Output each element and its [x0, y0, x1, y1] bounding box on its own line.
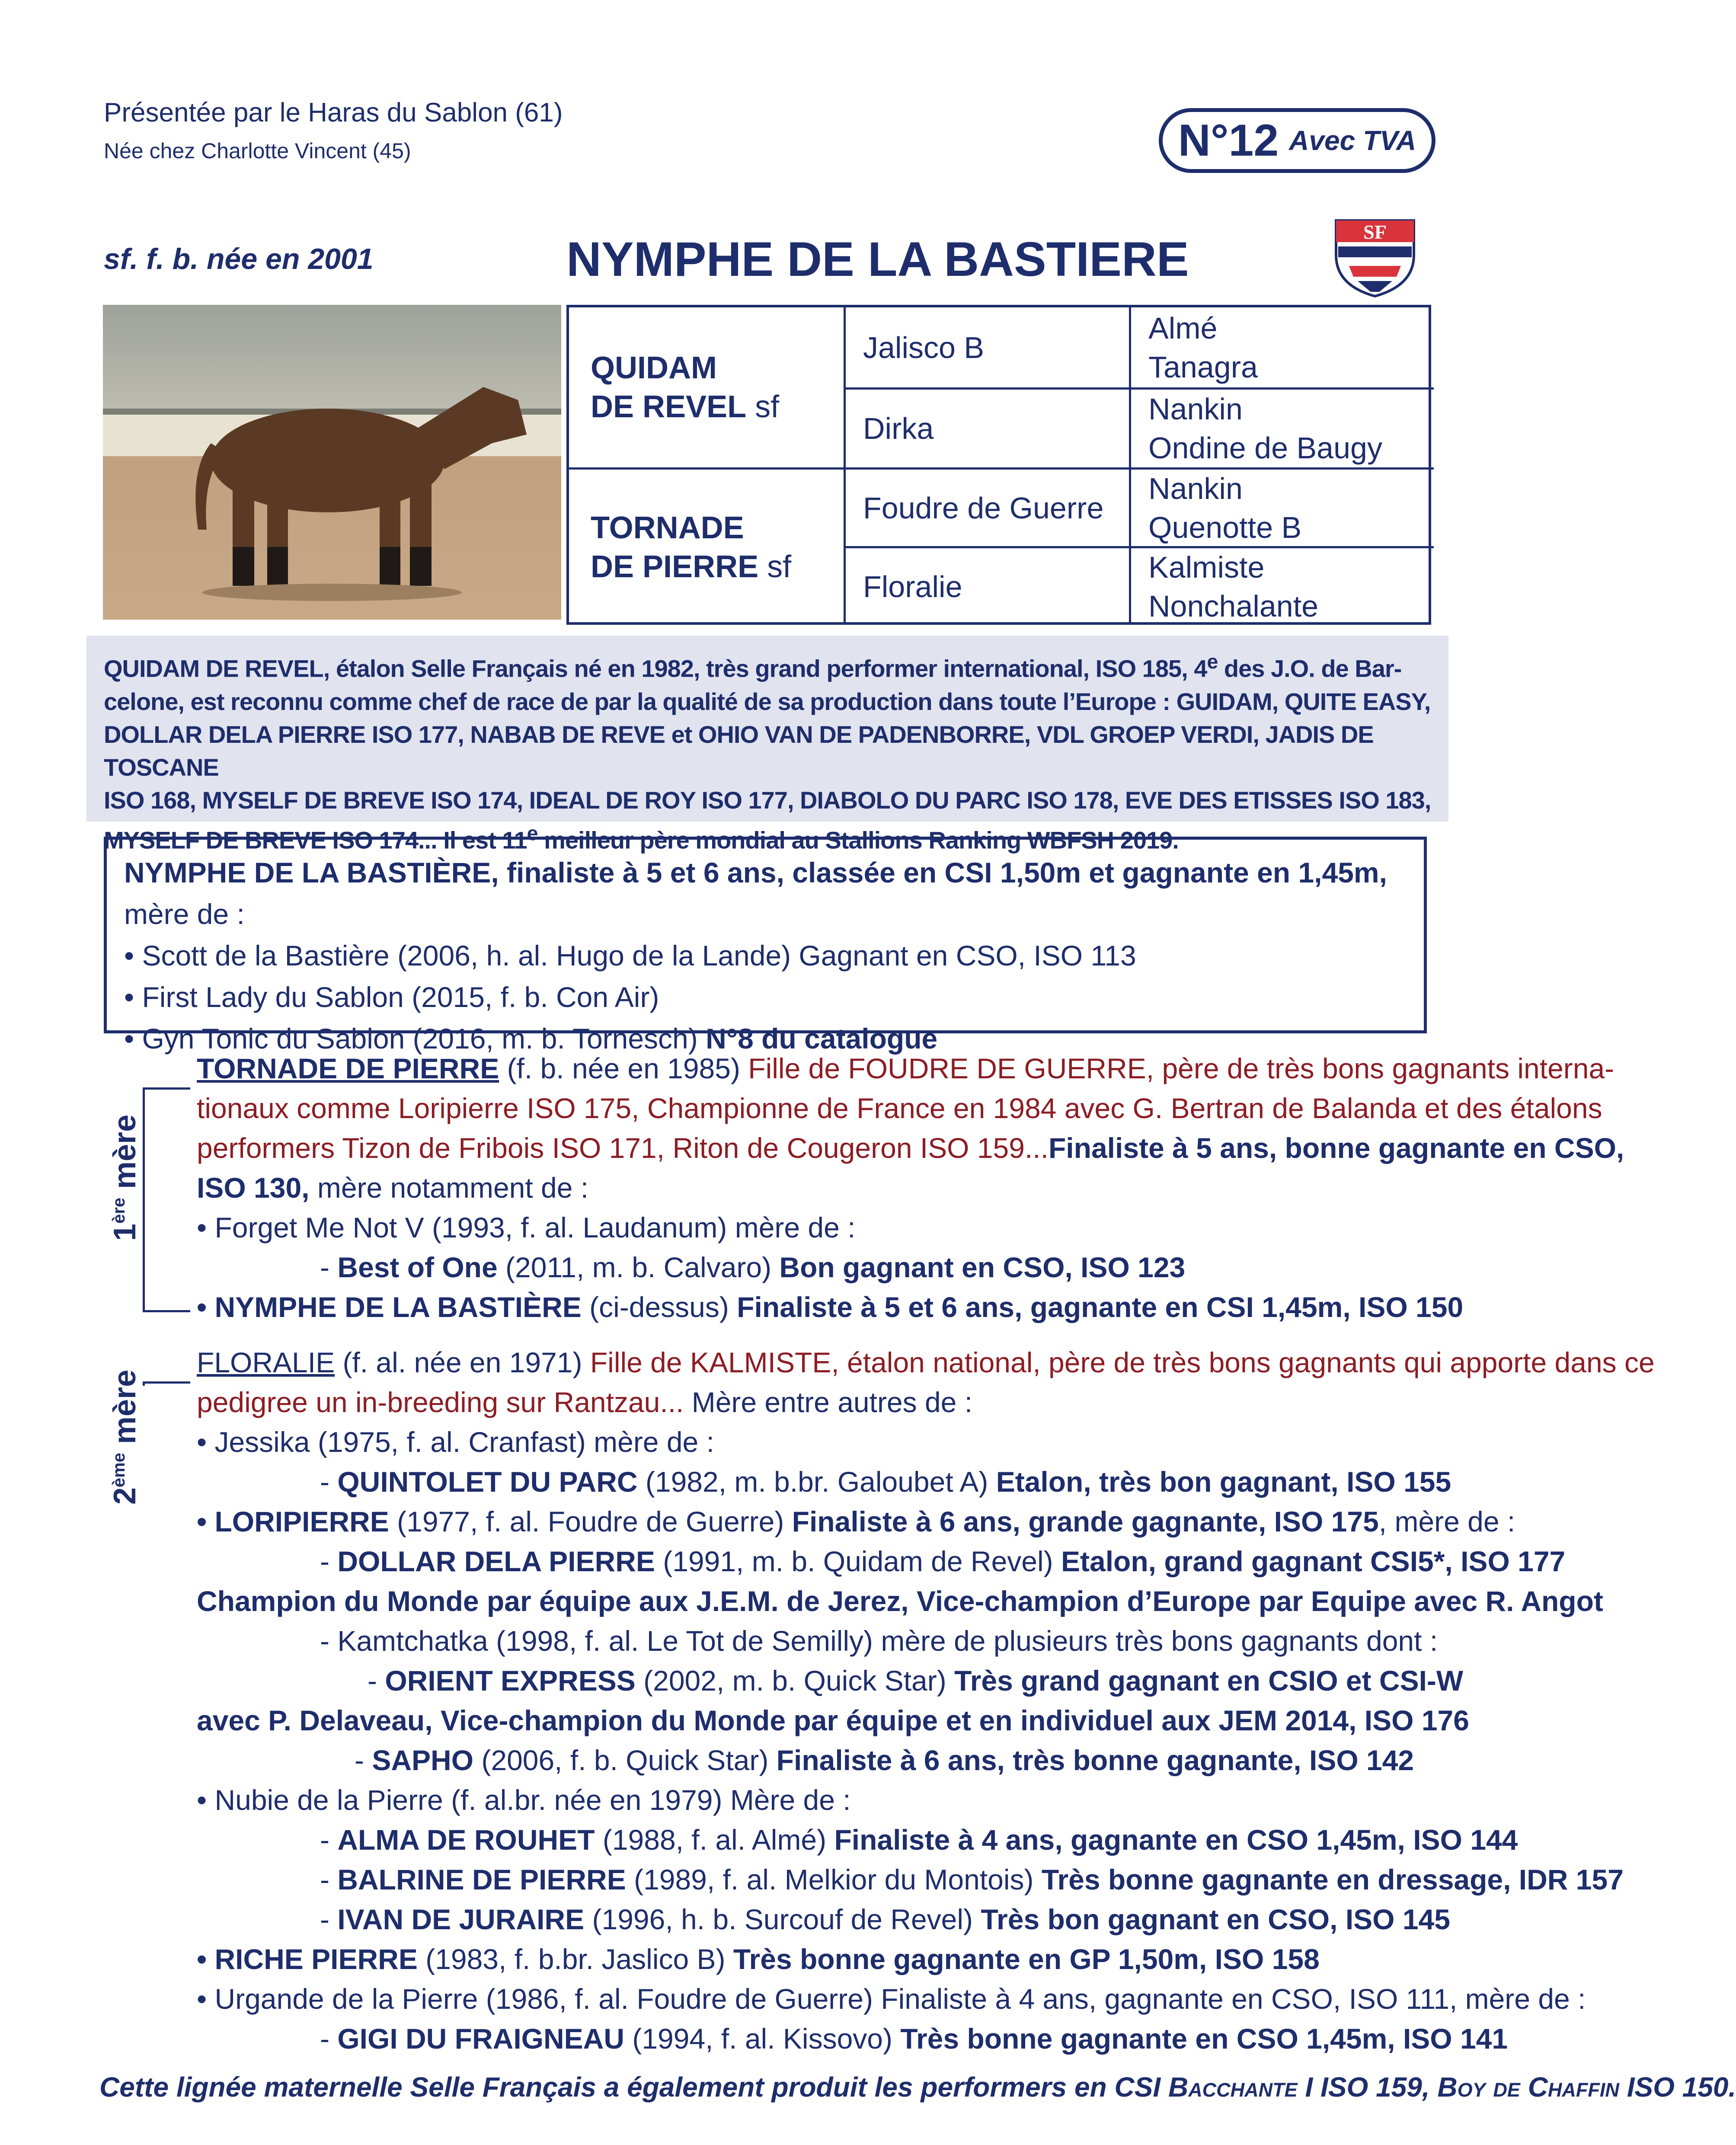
- second-dam-info: (f. al. née en 1971): [335, 1346, 582, 1378]
- offspring-name: SAPHO: [372, 1744, 474, 1776]
- second-dam-offspring: • RICHE PIERRE (1983, f. b.br. Jaslico B) Très bonne gagnante en GP 1,50m, ISO 158: [197, 1943, 1320, 1975]
- sire-description-box: [86, 636, 1448, 854]
- second-dam-great-grandoffspring: - SAPHO (2006, f. b. Quick Star) Finaliste à 6 ans, très bonne gagnante, ISO 142: [355, 1744, 1414, 1776]
- pedigree-dam: [569, 467, 844, 625]
- horse-description: sf. f. b. née en 2001: [104, 243, 374, 275]
- offspring-perf: Etalon, grand gagnant CSI5*, ISO 177: [1053, 1545, 1566, 1577]
- pedigree-ggp: Ondine de Baugy: [1148, 431, 1382, 465]
- pedigree-ggp: Tanagra: [1148, 350, 1258, 384]
- sire-text-segment: des J.O. de Bar-: [1218, 655, 1402, 682]
- sire-name-line2: DE REVEL: [591, 390, 747, 424]
- footer-iso: ISO 159,: [1313, 2071, 1438, 2103]
- first-dam-bracket: [143, 1087, 190, 1312]
- pedigree-ggp: Quenotte B: [1148, 510, 1302, 544]
- pedigree-ggp: Nankin: [1148, 392, 1243, 426]
- second-dam-grandoffspring: - BALRINE DE PIERRE (1989, f. al. Melkior du Montois) Très bonne gagnante en dressage, IDR 157: [320, 1864, 1624, 1896]
- footer-performer: Boy de Chaffin: [1437, 2071, 1619, 2103]
- offspring-name: DOLLAR DELA PIERRE: [337, 1545, 655, 1577]
- first-dam-line: tionaux comme Loripierre ISO 175, Championne de France en 1984 avec G. Bertran de Balanda et des étalons: [197, 1092, 1602, 1124]
- offspring-info: (2011, m. b. Calvaro): [497, 1251, 772, 1283]
- sire-text-line: [104, 645, 1431, 685]
- offspring-info: (1991, m. b. Quidam de Revel): [655, 1545, 1053, 1577]
- offspring-info: (1977, f. al. Foudre de Guerre): [389, 1506, 784, 1538]
- dam-name-line2: DE PIERRE: [591, 549, 759, 584]
- first-dam-name: TORNADE DE PIERRE: [197, 1052, 499, 1084]
- sire-text-segment: meilleur père mondial au Stallions Ranking WBFSH 2019.: [537, 826, 1179, 854]
- first-dam-perf: Finaliste à 5 ans, bonne gagnante en CSO,: [1048, 1132, 1624, 1164]
- pedigree-sire-sire: Jalisco B: [863, 330, 985, 364]
- second-dam-great-grandoffspring: - ORIENT EXPRESS (2002, m. b. Quick Star) Très grand gagnant en CSIO et CSI-W: [368, 1665, 1464, 1697]
- pedigree-sire: [569, 307, 844, 467]
- label-text: mère: [108, 1369, 142, 1453]
- first-dam-label: [107, 1115, 143, 1241]
- offspring-perf: Très grand gagnant en CSIO et CSI-W: [946, 1665, 1464, 1697]
- offspring-perf: Finaliste à 5 et 6 ans, gagnante en CSI 1,45m, ISO 150: [729, 1291, 1464, 1323]
- offspring-info: (1994, f. al. Kissovo): [624, 2023, 892, 2055]
- offspring-info: (2002, m. b. Quick Star): [635, 1665, 946, 1697]
- second-dam-name: FLORALIE: [197, 1346, 335, 1378]
- offspring-perf: Finaliste à 6 ans, très bonne gagnante, ISO 142: [768, 1744, 1414, 1776]
- second-dam-label: [107, 1370, 143, 1505]
- lot-number: N°12: [1178, 115, 1279, 166]
- offspring-mother-of: , mère de :: [1378, 1506, 1515, 1538]
- lot-tax: Avec TVA: [1289, 125, 1416, 156]
- sire-name-line1: QUIDAM: [591, 351, 717, 385]
- footer-text: Cette lignée maternelle Selle Français a également produit les performers en CSI: [99, 2071, 1168, 2103]
- sire-text-line: celone, est reconnu comme chef de race de par la qualité de sa production dans toute l’Europe : GUIDAM, QUITE EASY,: [104, 687, 1431, 715]
- born-at: Née chez Charlotte Vincent (45): [104, 139, 411, 163]
- offspring-info: (2006, f. b. Quick Star): [473, 1744, 769, 1776]
- second-dam-line: [197, 1343, 1655, 1382]
- first-dam-line: [197, 1128, 1624, 1168]
- first-dam-grandoffspring: - Best of One (2011, m. b. Calvaro) Bon gagnant en CSO, ISO 123: [320, 1251, 1186, 1283]
- second-dam-grandoffspring: - IVAN DE JURAIRE (1996, h. b. Surcouf de Revel) Très bon gagnant en CSO, ISO 145: [320, 1903, 1450, 1935]
- pedigree-grandparents-column: [846, 307, 1131, 622]
- lot-badge: [1159, 108, 1435, 173]
- sire-breed-suffix: sf: [746, 390, 780, 424]
- sire-text-sup: e: [527, 822, 538, 844]
- offspring-perf: Finaliste à 6 ans, grande gagnante, ISO 175: [784, 1506, 1379, 1538]
- offspring-name: BALRINE DE PIERRE: [337, 1864, 626, 1896]
- pedigree-ggp: Nonchalante: [1148, 589, 1319, 623]
- offspring-perf: Très bonne gagnante en GP 1,50m, ISO 158: [725, 1943, 1320, 1975]
- pedigree-ggp-7-8: [1131, 546, 1434, 625]
- pedigree-ggp: Nankin: [1148, 471, 1243, 505]
- second-dam-line: [197, 1382, 972, 1422]
- second-dam-offspring: • Nubie de la Pierre (f. al.br. née en 1979) Mère de :: [197, 1784, 851, 1816]
- second-dam-mother-of: Mère entre autres de :: [684, 1386, 973, 1418]
- first-dam-mother-of: mère notamment de :: [309, 1172, 589, 1204]
- label-number: 1: [108, 1223, 142, 1241]
- dam-summary-box: [104, 837, 1427, 1055]
- dam-child-catalogue: N°8 du catalogue: [697, 1023, 938, 1055]
- dam-child-item: • First Lady du Sablon (2015, f. b. Con Air): [124, 976, 1407, 1018]
- first-dam-sire-info: Fille de FOUDRE DE GUERRE, père de très bons gagnants interna-: [740, 1052, 1615, 1084]
- footer-iso: ISO 150.: [1619, 2071, 1736, 2103]
- dam-summary-mother-of: mère de :: [124, 898, 245, 930]
- offspring-perf: Etalon, très bon gagnant, ISO 155: [988, 1466, 1451, 1498]
- sire-text-line: DOLLAR DELA PIERRE ISO 177, NABAB DE REVE et OHIO VAN DE PADENBORRE, VDL GROEP VERDI, JADIS DE TOSCANE: [104, 720, 1374, 781]
- second-dam-perf-line: Champion du Monde par équipe aux J.E.M. de Jerez, Vice-champion d’Europe par Equipe avec R. Angot: [197, 1585, 1603, 1617]
- dam-child-item: • Scott de la Bastière (2006, h. al. Hugo de la Lande) Gagnant en CSO, ISO 113: [124, 935, 1407, 976]
- offspring-perf: Très bonne gagnante en dressage, IDR 157: [1033, 1864, 1624, 1896]
- first-dam-line: [197, 1049, 1614, 1088]
- pedigree-dam-sire: Foudre de Guerre: [846, 467, 1129, 546]
- second-dam-offspring: • LORIPIERRE (1977, f. al. Foudre de Guerre) Finaliste à 6 ans, grande gagnante, ISO 175, mère de :: [197, 1506, 1515, 1538]
- dam-name-line1: TORNADE: [591, 510, 744, 545]
- first-dam-offspring: • NYMPHE DE LA BASTIÈRE (ci-dessus) Finaliste à 5 et 6 ans, gagnante en CSI 1,45m, ISO 150: [197, 1291, 1464, 1323]
- offspring-perf: Finaliste à 4 ans, gagnante en CSO 1,45m, ISO 144: [826, 1824, 1518, 1856]
- horse-name: NYMPHE DE LA BASTIERE: [566, 232, 1189, 286]
- sire-text-segment: QUIDAM DE REVEL, étalon Selle Français né en 1982, très grand performer international, ISO 185, 4: [104, 655, 1207, 682]
- footer-note: [99, 2071, 1736, 2103]
- horse-photo: [103, 305, 561, 620]
- offspring-info: (1989, f. al. Melkior du Montois): [626, 1864, 1034, 1896]
- label-text: mère: [108, 1114, 142, 1198]
- first-dam-offspring: • Forget Me Not V (1993, f. al. Laudanum) mère de :: [197, 1212, 856, 1244]
- offspring-name: QUINTOLET DU PARC: [337, 1466, 638, 1498]
- sire-text-segment: MYSELF DE BREVE ISO 174... Il est 11: [104, 826, 527, 854]
- offspring-info: (1988, f. al. Almé): [595, 1824, 827, 1856]
- offspring-name: Best of One: [337, 1251, 498, 1283]
- offspring-name: NYMPHE DE LA BASTIÈRE: [214, 1291, 582, 1323]
- second-dam-grandoffspring: - Kamtchatka (1998, f. al. Le Tot de Semilly) mère de plusieurs très bons gagnants dont :: [320, 1625, 1438, 1657]
- pedigree-ggp-1-2: [1131, 307, 1434, 387]
- second-dam-perf-line: avec P. Delaveau, Vice-champion du Monde par équipe et en individuel aux JEM 2014, ISO 176: [197, 1704, 1469, 1736]
- pedigree-ggp-5-6: [1131, 467, 1434, 546]
- dam-summary-name: NYMPHE DE LA BASTIÈRE: [124, 857, 491, 889]
- dam-summary-perf: , finaliste à 5 et 6 ans, classée en CSI 1,50m et gagnante en 1,45m,: [491, 857, 1387, 889]
- offspring-info: (ci-dessus): [581, 1291, 729, 1323]
- second-dam-grandoffspring: - DOLLAR DELA PIERRE (1991, m. b. Quidam de Revel) Etalon, grand gagnant CSI5*, ISO 177: [320, 1545, 1566, 1577]
- label-sup: ère: [109, 1197, 128, 1224]
- first-dam-iso: ISO 130,: [197, 1172, 310, 1204]
- second-dam-offspring: • Jessika (1975, f. al. Cranfast) mère de :: [197, 1426, 714, 1458]
- offspring-name: IVAN DE JURAIRE: [337, 1903, 585, 1935]
- second-dam-grandoffspring: - ALMA DE ROUHET (1988, f. al. Almé) Finaliste à 4 ans, gagnante en CSO 1,45m, ISO 144: [320, 1824, 1518, 1856]
- offspring-perf: Bon gagnant en CSO, ISO 123: [771, 1251, 1186, 1283]
- offspring-perf: Très bonne gagnante en CSO 1,45m, ISO 141: [892, 2023, 1508, 2055]
- offspring-info: (1996, h. b. Surcouf de Revel): [584, 1903, 973, 1935]
- offspring-name: RICHE PIERRE: [214, 1943, 418, 1975]
- second-dam-grandoffspring: - QUINTOLET DU PARC (1982, m. b.br. Galoubet A) Etalon, très bon gagnant, ISO 155: [320, 1466, 1451, 1498]
- sire-text-line: ISO 168, MYSELF DE BREVE ISO 174, IDEAL DE ROY ISO 177, DIABOLO DU PARC ISO 178, EVE DES ETISSES ISO 183,: [104, 786, 1431, 814]
- first-dam-info: (f. b. née en 1985): [499, 1052, 740, 1084]
- first-dam-sire-info: performers Tizon de Fribois ISO 171, Riton de Cougeron ISO 159...: [197, 1132, 1049, 1164]
- pedigree-table: [566, 305, 1431, 625]
- sire-text-sup: e: [1207, 650, 1218, 673]
- offspring-name: GIGI DU FRAIGNEAU: [337, 2023, 625, 2055]
- dam-breed-suffix: sf: [758, 549, 792, 584]
- footer-performer: Bacchante I: [1168, 2071, 1313, 2103]
- second-dam-grandoffspring: - GIGI DU FRAIGNEAU (1994, f. al. Kissovo) Très bonne gagnante en CSO 1,45m, ISO 141: [320, 2023, 1508, 2055]
- offspring-perf: Très bon gagnant en CSO, ISO 145: [973, 1903, 1450, 1935]
- offspring-info: (1982, m. b.br. Galoubet A): [637, 1466, 988, 1498]
- offspring-info: (1983, f. b.br. Jaslico B): [417, 1943, 726, 1975]
- label-sup: ème: [109, 1452, 128, 1487]
- pedigree-sire-dam: Dirka: [846, 387, 1129, 467]
- second-dam-sire-info: Fille de KALMISTE, étalon national, père de très bons gagnants qui apporte dans ce: [582, 1346, 1655, 1378]
- second-dam-bracket: [143, 1381, 190, 1386]
- second-dam-offspring: • Urgande de la Pierre (1986, f. al. Foudre de Guerre) Finaliste à 4 ans, gagnante en CSO, ISO 111, mère de :: [197, 1983, 1586, 2015]
- sf-original-logo: [1332, 216, 1418, 298]
- pedigree-ggp: Almé: [1148, 311, 1218, 345]
- pedigree-ggp: Kalmiste: [1148, 550, 1265, 584]
- presented-by: Présentée par le Haras du Sablon (61): [104, 98, 563, 128]
- label-number: 2: [108, 1487, 142, 1505]
- first-dam-line: [197, 1168, 588, 1208]
- offspring-name: ALMA DE ROUHET: [337, 1824, 595, 1856]
- dam-child-text: Gyn Tonic du Sablon (2016, m. b. Tornesch): [142, 1023, 698, 1055]
- logo-text: SF: [1363, 221, 1387, 243]
- pedigree-dam-dam: Floralie: [846, 546, 1129, 625]
- second-dam-sire-info: pedigree un in-breeding sur Rantzau...: [197, 1386, 684, 1418]
- pedigree-ggp-3-4: [1131, 387, 1434, 467]
- pedigree-great-grandparents-column: [1131, 307, 1434, 622]
- offspring-name: LORIPIERRE: [214, 1506, 389, 1538]
- offspring-name: ORIENT EXPRESS: [385, 1665, 636, 1697]
- dam-summary-line: [124, 852, 1407, 935]
- pedigree-parents-column: [569, 307, 846, 622]
